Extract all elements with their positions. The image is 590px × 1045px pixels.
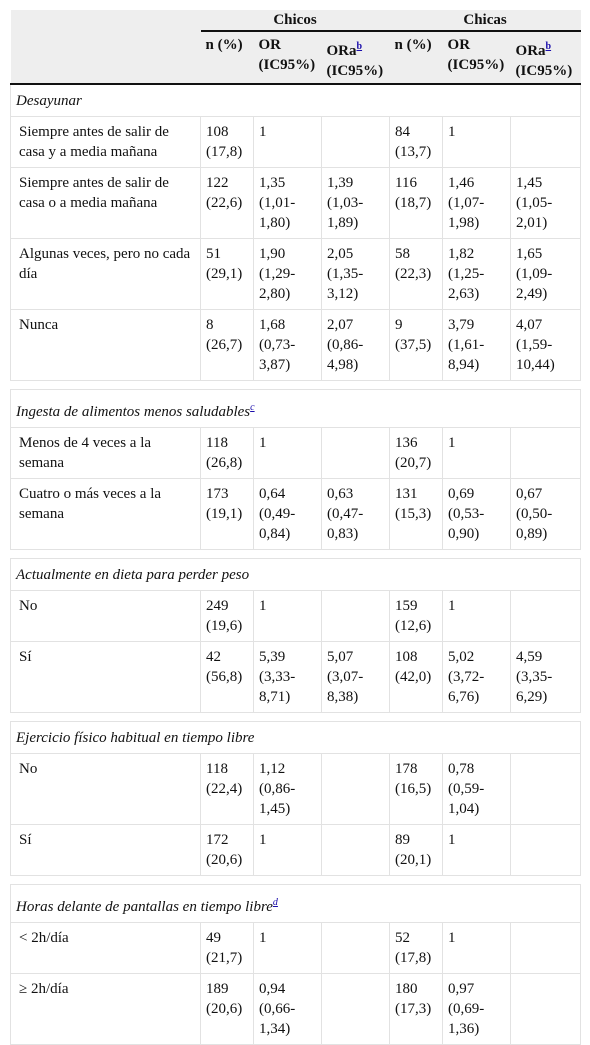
row-label: Cuatro o más veces a la semana xyxy=(11,479,201,550)
gap-cell xyxy=(11,550,581,559)
section-title-text: Ejercicio físico habitual en tiempo libre xyxy=(16,730,255,746)
gap-cell xyxy=(11,876,581,885)
row-label: No xyxy=(11,754,201,825)
footnote-link-b[interactable]: b xyxy=(545,41,552,52)
cell-boys-n: 189 (20,6) xyxy=(201,974,254,1045)
section-title xyxy=(11,885,581,923)
row-label: Menos de 4 veces a la semana xyxy=(11,428,201,479)
cell-girls-or: 1,82 (1,25-2,63) xyxy=(443,239,511,310)
cell-girls-or: 1 xyxy=(443,428,511,479)
results-table xyxy=(10,10,581,1045)
cell-girls-ora xyxy=(511,974,581,1045)
cell-boys-or: 1 xyxy=(254,591,322,642)
col-header-girls-ora xyxy=(511,31,581,84)
cell-boys-or: 0,94 (0,66-1,34) xyxy=(254,974,322,1045)
cell-boys-n: 118 (22,4) xyxy=(201,754,254,825)
table-body xyxy=(11,84,581,1045)
gap-cell xyxy=(11,381,581,390)
row-label: Nunca xyxy=(11,310,201,381)
section-header-row xyxy=(11,885,581,923)
cell-girls-ora xyxy=(511,923,581,974)
table-row xyxy=(11,923,581,974)
section-title xyxy=(11,722,581,754)
cell-boys-or: 1 xyxy=(254,923,322,974)
cell-boys-n: 249 (19,6) xyxy=(201,591,254,642)
col-header-girls-or: OR (IC95%) xyxy=(443,31,511,84)
cell-boys-n: 51 (29,1) xyxy=(201,239,254,310)
cell-boys-ora xyxy=(322,825,390,876)
cell-boys-n: 122 (22,6) xyxy=(201,168,254,239)
cell-boys-n: 118 (26,8) xyxy=(201,428,254,479)
table-row xyxy=(11,974,581,1045)
section-title-text: Ingesta de alimentos menos saludables xyxy=(16,404,251,420)
cell-girls-ora: 4,07 (1,59-10,44) xyxy=(511,310,581,381)
cell-boys-ora xyxy=(322,591,390,642)
footnote-link-c[interactable]: c xyxy=(250,402,255,413)
section-header-row xyxy=(11,390,581,428)
cell-girls-or: 3,79 (1,61-8,94) xyxy=(443,310,511,381)
table-row xyxy=(11,642,581,713)
group-header-chicas: Chicas xyxy=(390,10,581,31)
cell-girls-or: 1 xyxy=(443,923,511,974)
table-row xyxy=(11,117,581,168)
table-row xyxy=(11,479,581,550)
cell-boys-n: 42 (56,8) xyxy=(201,642,254,713)
table-row xyxy=(11,428,581,479)
col-header-boys-ora xyxy=(322,31,390,84)
cell-girls-ora: 0,67 (0,50-0,89) xyxy=(511,479,581,550)
cell-boys-or: 1 xyxy=(254,825,322,876)
cell-girls-or: 0,69 (0,53-0,90) xyxy=(443,479,511,550)
cell-girls-ora: 4,59 (3,35-6,29) xyxy=(511,642,581,713)
cell-girls-n: 52 (17,8) xyxy=(390,923,443,974)
section-header-row xyxy=(11,722,581,754)
cell-girls-n: 116 (18,7) xyxy=(390,168,443,239)
cell-boys-or: 5,39 (3,33-8,71) xyxy=(254,642,322,713)
cell-boys-ora: 0,63 (0,47-0,83) xyxy=(322,479,390,550)
table-row xyxy=(11,754,581,825)
cell-girls-n: 58 (22,3) xyxy=(390,239,443,310)
cell-girls-ora xyxy=(511,428,581,479)
col-header-boys-or: OR (IC95%) xyxy=(254,31,322,84)
row-label: ≥ 2h/día xyxy=(11,974,201,1045)
row-label: Siempre antes de salir de casa o a media mañana xyxy=(11,168,201,239)
row-label: No xyxy=(11,591,201,642)
cell-boys-ora xyxy=(322,117,390,168)
table-row xyxy=(11,239,581,310)
cell-girls-n: 108 (42,0) xyxy=(390,642,443,713)
ora-label: ORa xyxy=(515,43,546,59)
cell-girls-n: 136 (20,7) xyxy=(390,428,443,479)
row-label: < 2h/día xyxy=(11,923,201,974)
cell-girls-or: 1 xyxy=(443,591,511,642)
cell-boys-ora xyxy=(322,754,390,825)
ora-ci-label: (IC95%) xyxy=(515,63,573,79)
cell-girls-or: 0,97 (0,69-1,36) xyxy=(443,974,511,1045)
row-label: Siempre antes de salir de casa y a media mañana xyxy=(11,117,201,168)
cell-girls-or: 5,02 (3,72-6,76) xyxy=(443,642,511,713)
group-header-chicos: Chicos xyxy=(201,10,390,31)
section-title xyxy=(11,559,581,591)
cell-girls-n: 131 (15,3) xyxy=(390,479,443,550)
cell-boys-or: 1 xyxy=(254,117,322,168)
footnote-link-b[interactable]: b xyxy=(356,41,363,52)
header-corner xyxy=(11,10,201,31)
cell-boys-or: 0,64 (0,49-0,84) xyxy=(254,479,322,550)
section-title-text: Actualmente en dieta para perder peso xyxy=(16,567,250,583)
cell-boys-ora: 1,39 (1,03-1,89) xyxy=(322,168,390,239)
cell-girls-ora: 1,45 (1,05-2,01) xyxy=(511,168,581,239)
row-label: Algunas veces, pero no cada día xyxy=(11,239,201,310)
cell-girls-n: 84 (13,7) xyxy=(390,117,443,168)
section-gap xyxy=(11,381,581,390)
section-title xyxy=(11,390,581,428)
row-label: Sí xyxy=(11,642,201,713)
cell-girls-ora xyxy=(511,825,581,876)
cell-girls-or: 0,78 (0,59-1,04) xyxy=(443,754,511,825)
section-header-row xyxy=(11,84,581,117)
cell-girls-n: 9 (37,5) xyxy=(390,310,443,381)
cell-girls-or: 1 xyxy=(443,825,511,876)
cell-girls-or: 1 xyxy=(443,117,511,168)
gap-cell xyxy=(11,713,581,722)
cell-boys-or: 1,68 (0,73-3,87) xyxy=(254,310,322,381)
ora-ci-label: (IC95%) xyxy=(326,63,384,79)
cell-boys-ora: 2,07 (0,86-4,98) xyxy=(322,310,390,381)
section-gap xyxy=(11,550,581,559)
cell-girls-n: 89 (20,1) xyxy=(390,825,443,876)
cell-girls-ora: 1,65 (1,09-2,49) xyxy=(511,239,581,310)
cell-girls-n: 159 (12,6) xyxy=(390,591,443,642)
cell-boys-ora xyxy=(322,974,390,1045)
cell-boys-or: 1,35 (1,01-1,80) xyxy=(254,168,322,239)
footnote-link-d[interactable]: d xyxy=(272,897,278,908)
cell-boys-ora: 5,07 (3,07-8,38) xyxy=(322,642,390,713)
cell-boys-or: 1,12 (0,86-1,45) xyxy=(254,754,322,825)
row-label: Sí xyxy=(11,825,201,876)
col-header-girls-n: n (%) xyxy=(390,31,443,84)
section-title-text: Horas delante de pantallas en tiempo libre xyxy=(16,899,273,915)
cell-girls-n: 178 (16,5) xyxy=(390,754,443,825)
cell-girls-n: 180 (17,3) xyxy=(390,974,443,1045)
header-blank xyxy=(11,31,201,84)
cell-boys-ora: 2,05 (1,35-3,12) xyxy=(322,239,390,310)
section-title-text: Desayunar xyxy=(16,93,82,109)
section-header-row xyxy=(11,559,581,591)
cell-boys-n: 172 (20,6) xyxy=(201,825,254,876)
section-title xyxy=(11,84,581,117)
cell-boys-ora xyxy=(322,923,390,974)
cell-girls-ora xyxy=(511,754,581,825)
table-row xyxy=(11,591,581,642)
cell-girls-or: 1,46 (1,07-1,98) xyxy=(443,168,511,239)
cell-boys-n: 108 (17,8) xyxy=(201,117,254,168)
cell-girls-ora xyxy=(511,591,581,642)
table-row xyxy=(11,310,581,381)
table-row xyxy=(11,825,581,876)
table-header xyxy=(11,10,581,84)
cell-boys-or: 1,90 (1,29-2,80) xyxy=(254,239,322,310)
ora-label: ORa xyxy=(326,43,357,59)
col-header-boys-n: n (%) xyxy=(201,31,254,84)
cell-boys-n: 8 (26,7) xyxy=(201,310,254,381)
section-gap xyxy=(11,876,581,885)
cell-boys-n: 49 (21,7) xyxy=(201,923,254,974)
cell-boys-ora xyxy=(322,428,390,479)
cell-boys-or: 1 xyxy=(254,428,322,479)
cell-girls-ora xyxy=(511,117,581,168)
cell-boys-n: 173 (19,1) xyxy=(201,479,254,550)
section-gap xyxy=(11,713,581,722)
table-row xyxy=(11,168,581,239)
